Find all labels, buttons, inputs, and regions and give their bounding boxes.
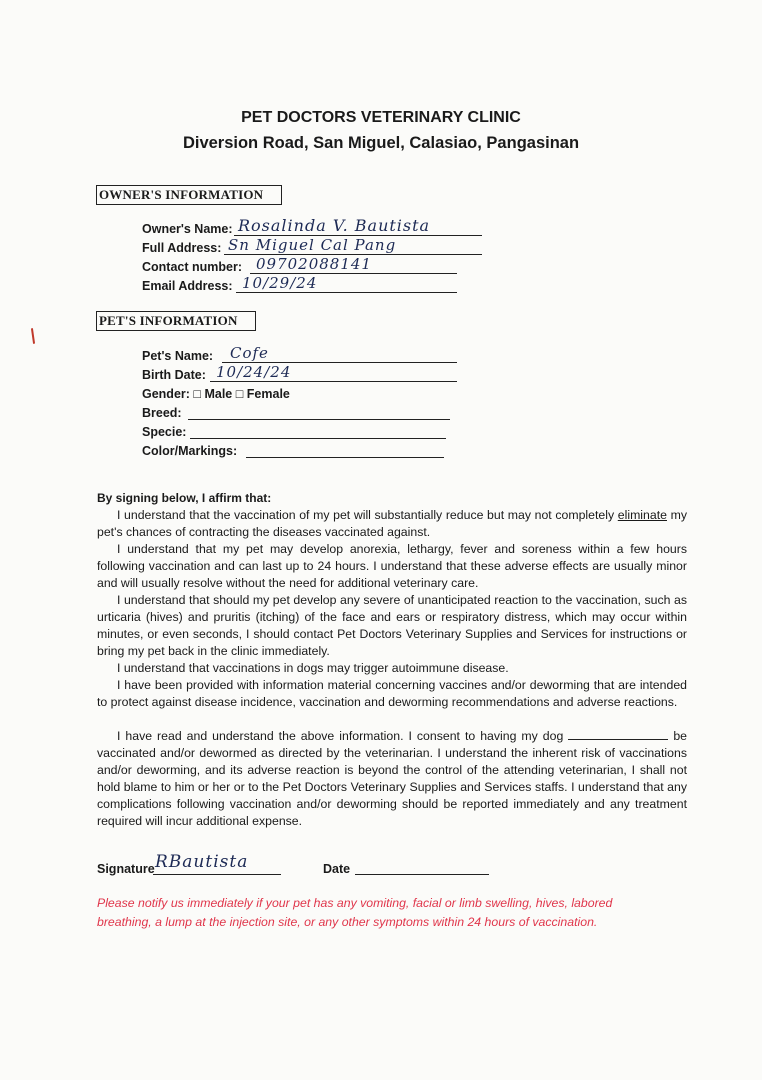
affirmation-paragraph-5: I have been provided with information material concerning vaccines and/or deworming that are intended to protect against disease incidence, vaccination and deworming recommendations and adverse reactions. <box>97 678 687 709</box>
female-option-label: Female <box>246 387 290 401</box>
p6-text-a: I have read and understand the above information. I consent to having my dog <box>117 729 564 743</box>
signature-row <box>97 852 517 878</box>
clinic-address: Diversion Road, San Miguel, Calasiao, Pangasinan <box>182 134 580 152</box>
signature-handwriting: RBautista <box>155 852 249 872</box>
pet-breed-label: Breed: <box>142 406 182 420</box>
owner-email-line <box>236 292 457 293</box>
owner-address-label: Full Address: <box>142 241 222 255</box>
p1-text-a: I understand that the vaccination of my pet will substantially reduce but may not completely <box>117 508 618 522</box>
pet-birth-line <box>210 381 457 382</box>
pet-color-row <box>142 441 452 460</box>
dog-name-blank[interactable] <box>568 729 668 740</box>
affirmation-heading: By signing below, I affirm that: <box>97 491 272 505</box>
pet-section-title: PET'S INFORMATION <box>96 311 256 331</box>
signature-line[interactable] <box>153 874 281 875</box>
p1-underlined-word: eliminate <box>617 508 667 522</box>
affirmation-paragraph-4: I understand that vaccinations in dogs may trigger autoimmune disease. <box>117 661 509 675</box>
date-line[interactable] <box>355 874 489 875</box>
pet-specie-line[interactable] <box>190 438 446 439</box>
pet-birth-value[interactable]: 10/24/24 <box>216 363 292 381</box>
male-checkbox[interactable]: □ <box>193 387 201 401</box>
owner-contact-label: Contact number: <box>142 260 242 274</box>
pet-birth-row <box>142 365 457 384</box>
affirmation-paragraph-6 <box>97 728 687 830</box>
pet-breed-row <box>142 403 452 422</box>
male-option-label: Male <box>204 387 233 401</box>
pet-specie-row <box>142 422 452 441</box>
clinic-name: PET DOCTORS VETERINARY CLINIC <box>241 109 521 126</box>
signature-label: Signature <box>97 862 155 876</box>
pet-name-row <box>142 346 457 365</box>
owner-name-value[interactable]: Rosalinda V. Bautista <box>238 216 431 235</box>
pet-gender-group <box>142 387 290 401</box>
owner-email-value[interactable]: 10/29/24 <box>242 274 318 292</box>
pet-specie-label: Specie: <box>142 425 187 439</box>
pet-birth-label: Birth Date: <box>142 368 206 382</box>
affirmation-paragraph-3: I understand that should my pet develop any severe of unanticipated reaction to the vaccination, such as urticaria (hives) and pruritis (itching) of the face and ears or respiratory distress, which may occur within minutes, or even seconds, I should contact Pet Doctors Veterinary Supplies and Services for instructions or bring my pet back in the clinic immediately. <box>97 593 687 658</box>
owner-contact-value[interactable]: 09702088141 <box>256 255 372 273</box>
p6-text-b: be vaccinated and/or dewormed as directed by the veterinarian. I understand the inherent risk of vaccinations and/or deworming, and its adverse reaction is beyond the control of the attending veterinarian, I shall not hold blame to him or her or to the Pet Doctors Veterinary Supplies and Services staffs. I understand that any complications following vaccination and/or deworming should be reported immediately and any treatment required will incur additional expense. <box>97 729 688 828</box>
post-vaccination-notice: Please notify us immediately if your pet has any vomiting, facial or limb swelling, hives, labored breathing, a lump at the injection site, or any other symptoms within 24 hours of vaccination. <box>97 896 613 929</box>
date-label: Date <box>323 862 351 876</box>
pet-name-label: Pet's Name: <box>142 349 214 363</box>
affirmation-paragraph-1 <box>97 507 687 541</box>
owner-email-label: Email Address: <box>142 279 233 293</box>
red-ink-mark <box>31 328 35 344</box>
affirmation-paragraph-2: I understand that my pet may develop anorexia, lethargy, fever and soreness within a few hours following vaccination and can last up to 24 hours. I understand that these adverse effects are usually minor and will usually resolve without the need for additional veterinary care. <box>97 542 687 590</box>
pet-color-line[interactable] <box>246 457 444 458</box>
owner-name-label: Owner's Name: <box>142 222 233 236</box>
p1-text-b: my pet's chances of contracting the diseases vaccinated against. <box>97 508 688 539</box>
pet-gender-label: Gender: <box>142 387 190 401</box>
owner-email-row <box>142 276 457 295</box>
pet-name-value[interactable]: Cofe <box>230 344 269 362</box>
pet-color-label: Color/Markings: <box>142 444 238 458</box>
female-checkbox[interactable]: □ <box>235 387 244 401</box>
owner-address-value[interactable]: Sn Miguel Cal Pang <box>228 236 397 254</box>
owner-section-title: OWNER'S INFORMATION <box>96 185 282 205</box>
pet-breed-line[interactable] <box>188 419 450 420</box>
pet-gender-row <box>142 384 342 403</box>
